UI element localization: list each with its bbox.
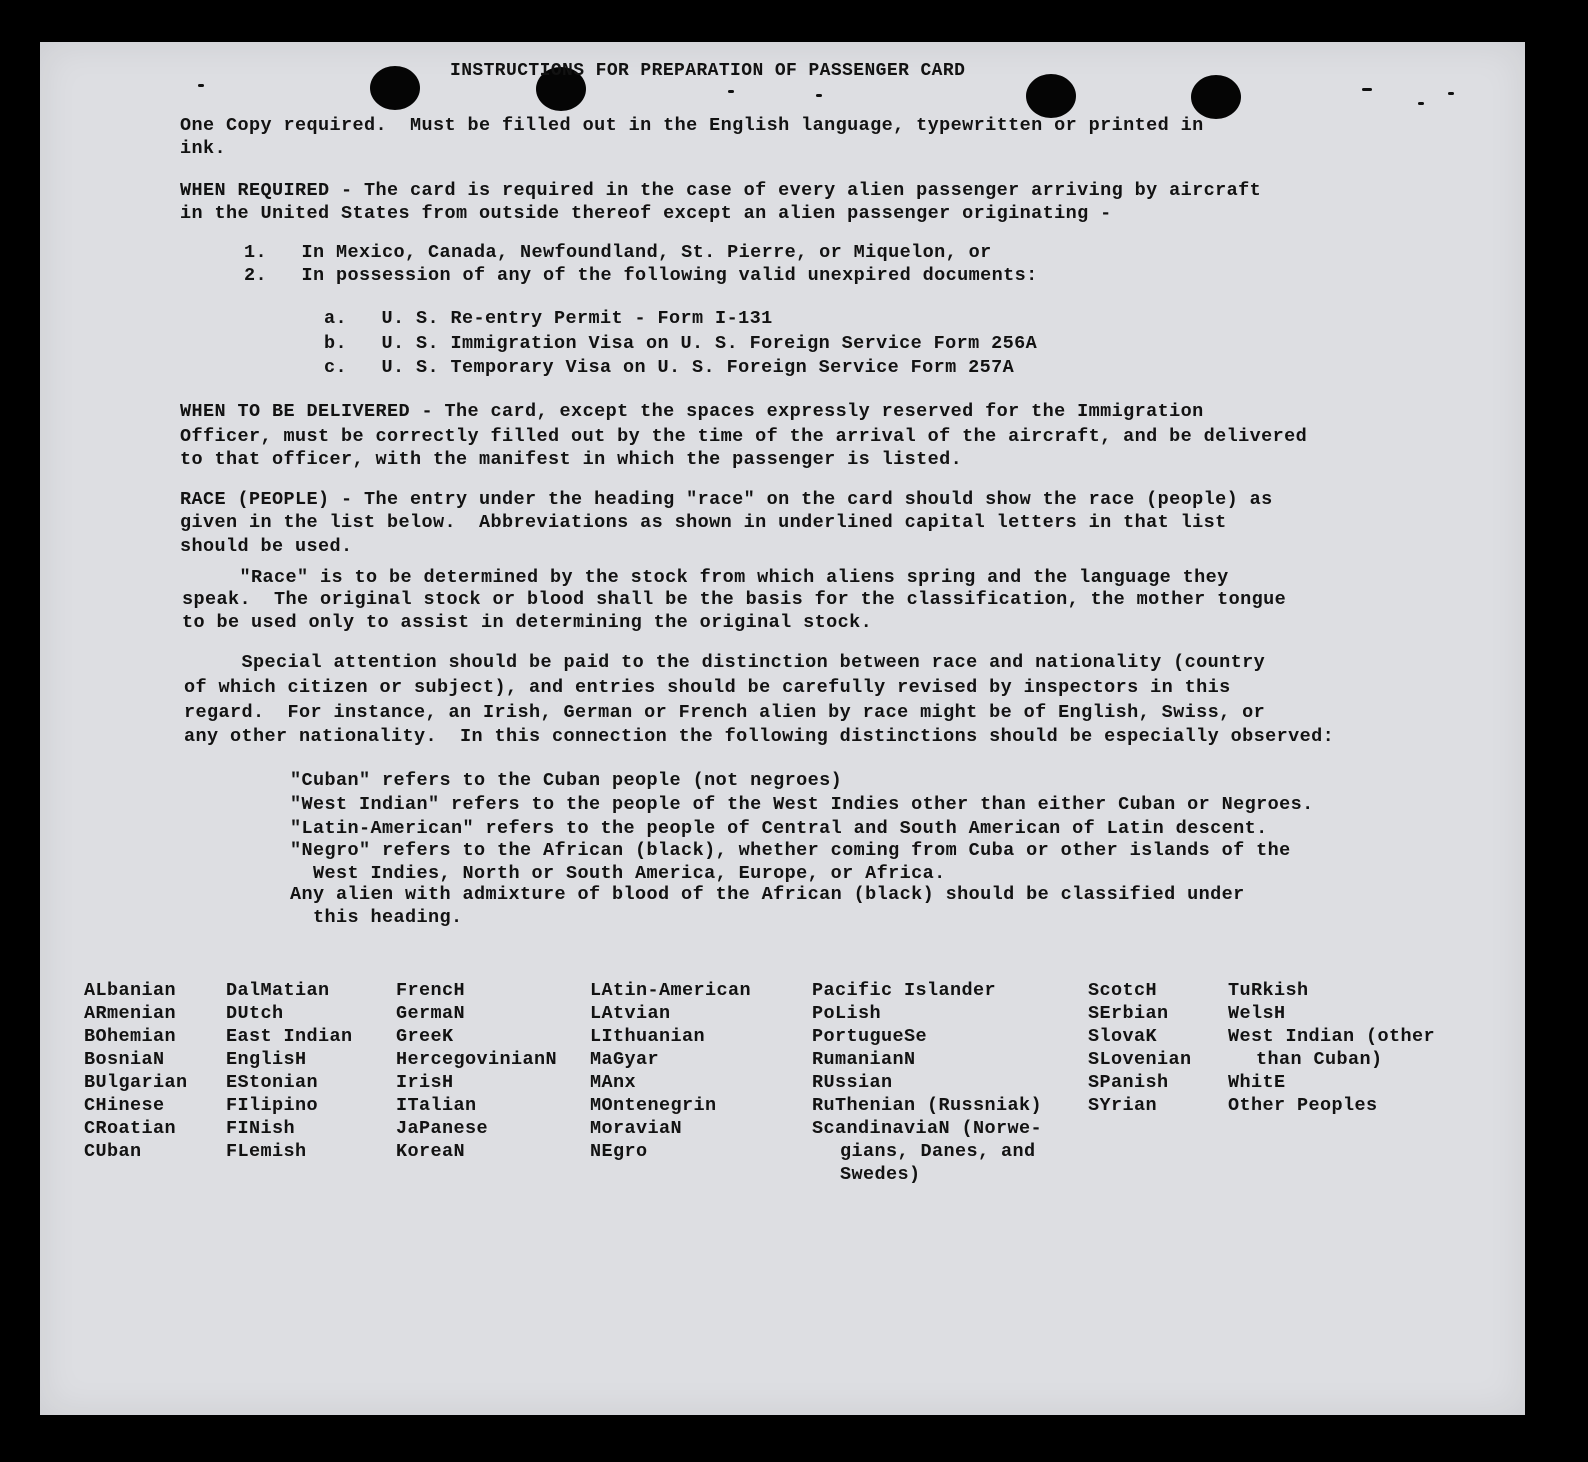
race-entry: Pacific Islander [812,980,997,1001]
numbered-item: 2. In possession of any of the following valid unexpired documents: [244,265,1038,286]
race-entry: RuThenian (Russniak) [812,1095,1043,1116]
race-entry: LAtvian [590,1003,671,1024]
document-item: a. U. S. Re-entry Permit - Form I-131 [324,308,773,329]
race-entry: West Indian (other [1228,1026,1436,1047]
race-column [396,979,557,1163]
race-entry: DUtch [226,1003,284,1024]
punch-hole [370,66,420,110]
race-entry: GermaN [396,1003,466,1024]
race-entry: LAtin-American [590,980,752,1001]
race-column [1088,979,1192,1117]
race-entry: BOhemian [84,1026,177,1047]
race-entry: IrisH [396,1072,454,1093]
race-column [1228,979,1435,1117]
race-determined-line: "Race" is to be determined by the stock from which aliens spring and the language they [182,567,1229,588]
speck [816,94,822,97]
race-entry: JaPanese [396,1118,489,1139]
race-entry: EnglisH [226,1049,307,1070]
race-entry: FLemish [226,1141,307,1162]
race-entry: gians, Danes, and [840,1141,1036,1162]
race-determined-line: to be used only to assist in determining the original stock. [182,612,873,633]
special-attention-line: Special attention should be paid to the distinction between race and nationality (country [184,652,1266,673]
race-entry: CUban [84,1141,142,1162]
intro-line: One Copy required. Must be filled out in the English language, typewritten or printed in [180,115,1204,136]
race-entry: BosniaN [84,1049,165,1070]
race-entry: ITalian [396,1095,477,1116]
race-entry: RUssian [812,1072,893,1093]
race-entry: than Cuban) [1256,1049,1383,1070]
race-entry: PortugueSe [812,1026,928,1047]
race-entry: East Indian [226,1026,353,1047]
race-column [226,979,353,1163]
when-delivered-line: WHEN TO BE DELIVERED - The card, except the spaces expressly reserved for the Immigration [180,401,1204,422]
special-attention-line: any other nationality. In this connection the following distinctions should be especially observed: [184,726,1335,747]
distinction-line: "Negro" refers to the African (black), whether coming from Cuba or other islands of the [290,840,1291,861]
race-entry: NEgro [590,1141,648,1162]
speck [198,84,204,87]
race-entry: FrencH [396,980,466,1001]
race-entry: MaGyar [590,1049,660,1070]
race-entry: CRoatian [84,1118,177,1139]
race-entry: ScandinaviaN (Norwe- [812,1118,1043,1139]
race-entry: SPanish [1088,1072,1169,1093]
race-entry: FIlipino [226,1095,319,1116]
special-attention-line: regard. For instance, an Irish, German or French alien by race might be of English, Swiss, or [184,702,1266,723]
race-entry: BUlgarian [84,1072,188,1093]
speck [1362,88,1372,91]
race-entry: MOntenegrin [590,1095,717,1116]
race-entry: CHinese [84,1095,165,1116]
document-page [40,42,1525,1415]
race-entry: MoraviaN [590,1118,683,1139]
distinction-line: "Latin-American" refers to the people of Central and South American of Latin descent. [290,818,1268,839]
special-attention-line: of which citizen or subject), and entries should be carefully revised by inspectors in this [184,677,1231,698]
distinction-line: "West Indian" refers to the people of the West Indies other than either Cuban or Negroes. [290,794,1314,815]
race-entry: HercegovinianN [396,1049,558,1070]
distinction-line: West Indies, North or South America, Europe, or Africa. [290,863,946,884]
race-entry: TuRkish [1228,980,1309,1001]
distinction-line: Any alien with admixture of blood of the African (black) should be classified under [290,884,1245,905]
distinction-line: this heading. [290,907,463,928]
race-entry: RumanianN [812,1049,916,1070]
race-column [590,979,751,1163]
race-people-line: given in the list below. Abbreviations as shown in underlined capital letters in that list [180,512,1227,533]
race-entry: KoreaN [396,1141,466,1162]
race-entry: GreeK [396,1026,454,1047]
race-entry: SYrian [1088,1095,1158,1116]
race-entry: LIthuanian [590,1026,706,1047]
speck [1418,102,1424,105]
speck [728,90,734,93]
race-entry: WelsH [1228,1003,1286,1024]
race-entry: ScotcH [1088,980,1158,1001]
speck [1448,92,1454,95]
race-entry: SLovenian [1088,1049,1192,1070]
race-people-line: RACE (PEOPLE) - The entry under the heading "race" on the card should show the race (people) as [180,489,1273,510]
numbered-item: 1. In Mexico, Canada, Newfoundland, St. Pierre, or Miquelon, or [244,242,992,263]
race-entry: ARmenian [84,1003,177,1024]
when-required-line: in the United States from outside thereof except an alien passenger originating - [180,203,1112,224]
intro-line: ink. [180,138,227,159]
race-entry: SlovaK [1088,1026,1158,1047]
race-column [84,979,188,1163]
race-determined-line: speak. The original stock or blood shall be the basis for the classification, the mother tongue [182,589,1287,610]
race-entry: ALbanian [84,980,177,1001]
punch-hole [1191,75,1241,119]
document-item: c. U. S. Temporary Visa on U. S. Foreign Service Form 257A [324,357,1015,378]
race-column [812,979,1042,1186]
when-delivered-line: Officer, must be correctly filled out by the time of the arrival of the aircraft, and be delivered [180,426,1308,447]
race-entry: PoLish [812,1003,882,1024]
race-entry: EStonian [226,1072,319,1093]
document-title: INSTRUCTIONS FOR PREPARATION OF PASSENGER CARD [450,61,966,81]
race-entry: SErbian [1088,1003,1169,1024]
distinction-line: "Cuban" refers to the Cuban people (not negroes) [290,770,843,791]
race-entry: Other Peoples [1228,1095,1378,1116]
document-item: b. U. S. Immigration Visa on U. S. Foreign Service Form 256A [324,333,1038,354]
punch-hole [1026,74,1076,118]
race-entry: Swedes) [840,1164,921,1185]
when-required-line: WHEN REQUIRED - The card is required in the case of every alien passenger arriving by aircraft [180,180,1262,201]
race-list-table [40,979,1525,1199]
race-entry: DalMatian [226,980,330,1001]
race-entry: WhitE [1228,1072,1286,1093]
when-delivered-line: to that officer, with the manifest in which the passenger is listed. [180,449,963,470]
race-entry: MAnx [590,1072,637,1093]
race-people-line: should be used. [180,536,353,557]
race-entry: FINish [226,1118,296,1139]
